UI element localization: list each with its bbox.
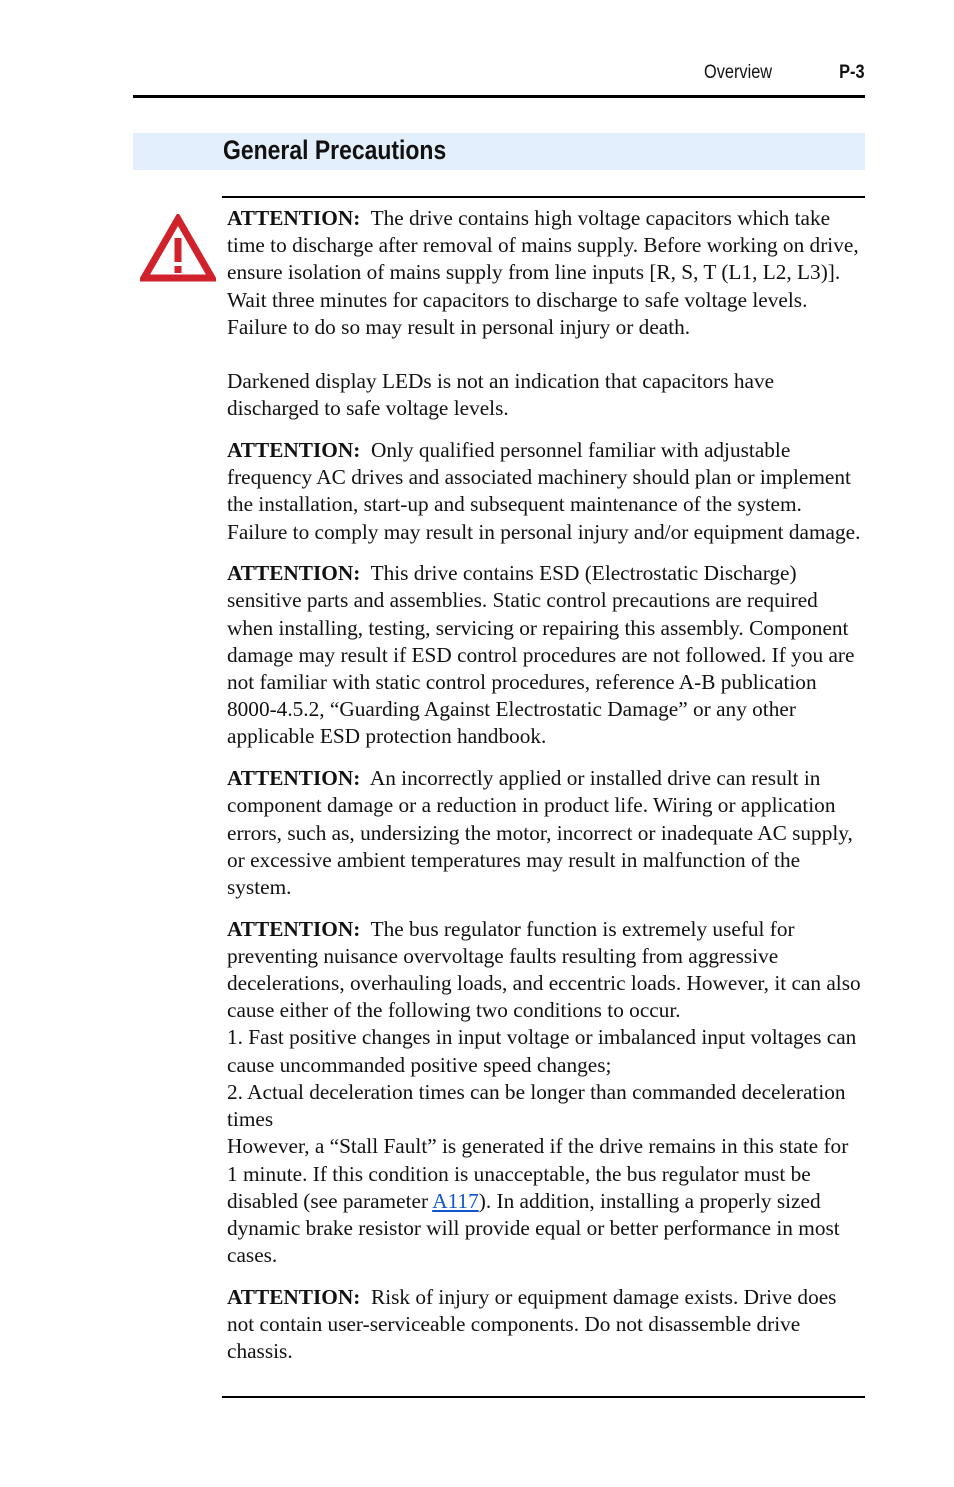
paragraph-text: The drive contains high voltage capacitors which take time to discharge after removal of mains supply. Before working on drive, ensure isolation of mains supply from line inputs [R, S, T (L1, L2, L3)]. Wait three minutes for capacitors to discharge to safe voltage levels. Failure to do so may result in personal injury or death.: [227, 206, 859, 339]
section-title: General Precautions: [223, 135, 447, 165]
list-item: 1. Fast positive changes in input voltage or imbalanced input voltages can cause uncommanded positive speed changes;: [227, 1025, 857, 1077]
paragraph-text: Risk of injury or equipment damage exists. Drive does not contain user-serviceable components. Do not disassemble drive chassis.: [227, 1284, 837, 1364]
note-paragraph: Darkened display LEDs is not an indication that capacitors have discharged to safe voltage levels.: [227, 369, 775, 421]
attention-paragraph: [227, 765, 863, 901]
attention-paragraph: [227, 205, 863, 341]
attention-label: ATTENTION:: [227, 766, 361, 791]
paragraph-text: This drive contains ESD (Electrostatic Discharge) sensitive parts and assemblies. Static control precautions are required when installing, testing, servicing or repairing this assembly. Component damage may result if ESD control procedures are not followed. If you are not familiar with static control procedures, reference A-B publication 8000-4.5.2, “Guarding Against Electrostatic Damage” or any other applicable ESD protection handbook.: [227, 561, 855, 749]
attention-block-top-rule: [222, 196, 865, 198]
attention-paragraph: [227, 1284, 863, 1366]
attention-label: ATTENTION:: [227, 437, 361, 462]
attention-label: ATTENTION:: [227, 561, 361, 586]
header-divider: [133, 95, 865, 98]
attention-label: ATTENTION:: [227, 206, 361, 230]
parameter-a117-link[interactable]: A117: [432, 1188, 479, 1213]
attention-paragraph: [227, 437, 863, 546]
attention-label: ATTENTION:: [227, 1284, 361, 1309]
paragraph-text: Only qualified personnel familiar with adjustable frequency AC drives and associated machinery should plan or implement the installation, start-up and subsequent maintenance of the system. Failure to comply may result in personal injury and/or equipment damage.: [227, 437, 861, 544]
attention-paragraph: [227, 916, 863, 1270]
paragraph-text: However, a “Stall Fault” is generated if the drive remains in this state for 1 minute. If this condition is unacceptable, the bus regulator must be disabled (see parameter: [227, 1134, 849, 1213]
warning-triangle-icon: [140, 214, 216, 282]
attention-label: ATTENTION:: [227, 916, 361, 941]
paragraph-text: ). In addition, installing a properly sized dynamic brake resistor will provide equal or better performance in most cases.: [227, 1188, 840, 1268]
attention-block-bottom-rule: [222, 1396, 865, 1398]
list-item: 2. Actual deceleration times can be longer than commanded deceleration times: [227, 1079, 846, 1132]
attention-block: [227, 205, 863, 1365]
bus-regulator-closing: [227, 1133, 863, 1269]
bus-regulator-intro: [227, 916, 863, 1025]
paragraph-text: The bus regulator function is extremely useful for preventing nuisance overvoltage faults resulting from aggressive decelerations, overhauling loads, and eccentric loads. However, it can also cause either of the following two conditions to occur.: [227, 916, 861, 1023]
attention-paragraph: [227, 560, 863, 750]
page-number: P-3: [839, 62, 865, 83]
paragraph-text: An incorrectly applied or installed drive can result in component damage or a reduction in product life. Wiring or application errors, such as, undersizing the motor, incorrect or inadequate AC supply, or excessive ambient temperatures may result in malfunction of the system.: [227, 766, 853, 899]
running-header-section: Overview: [704, 62, 773, 83]
